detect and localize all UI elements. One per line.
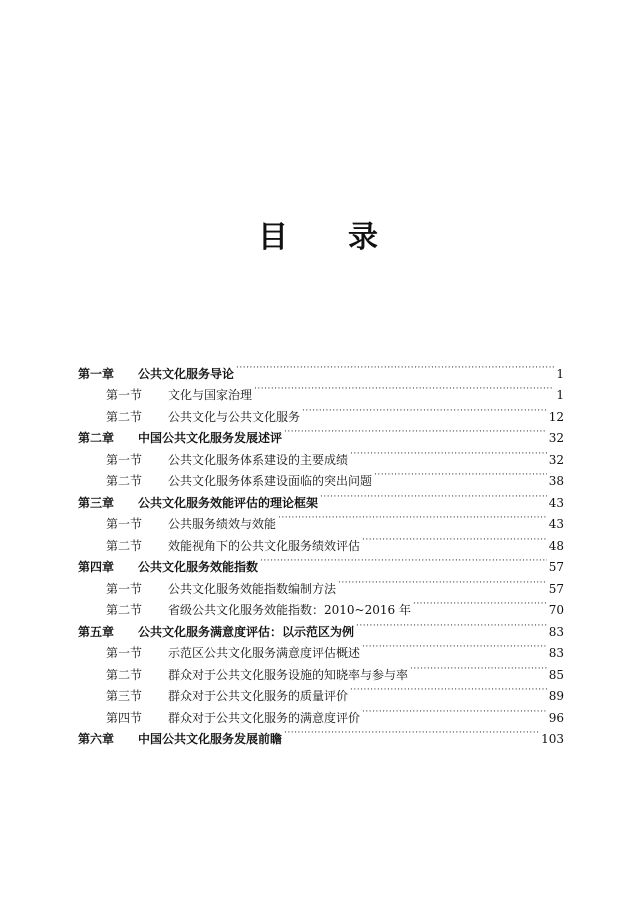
dot-leader (362, 636, 547, 658)
toc-page-number: 70 (548, 603, 564, 617)
toc-entry-title: 公共文化服务满意度评估：以示范区为例 (138, 624, 355, 639)
toc-page-number: 32 (548, 431, 564, 445)
toc-entry-number: 第一节 (106, 452, 143, 467)
toc-page-number: 57 (548, 560, 564, 574)
dot-leader (413, 593, 547, 615)
toc-entry-number: 第六章 (78, 732, 115, 746)
toc-page-number: 96 (548, 710, 564, 725)
toc-page-number: 12 (548, 409, 564, 424)
toc-entry-number: 第一节 (106, 517, 143, 531)
dot-leader (362, 528, 547, 550)
dot-leader (284, 722, 539, 744)
toc-entry-number: 第二节 (106, 474, 143, 488)
toc-entry-title: 公共文化服务体系建设的主要成绩 (168, 452, 349, 467)
toc-entry-number: 第四章 (78, 560, 115, 574)
toc-page-number: 103 (541, 732, 564, 746)
dot-leader (338, 571, 547, 593)
dot-leader (356, 614, 547, 636)
dot-leader (260, 550, 547, 572)
dot-leader (254, 378, 554, 400)
toc-page-number: 57 (548, 581, 564, 596)
dot-leader (284, 421, 547, 443)
page-title (0, 212, 638, 256)
dot-leader (302, 399, 547, 421)
toc-entry-title: 群众对于公共文化服务设施的知晓率与参与率 (168, 667, 409, 682)
toc-entry-title: 公共文化服务效能指数编制方法 (168, 581, 337, 596)
table-of-contents (78, 356, 564, 746)
toc-page-number: 83 (548, 624, 564, 639)
toc-page-number: 48 (548, 538, 564, 553)
toc-entry-number: 第二节 (106, 409, 143, 424)
toc-entry-title: 公共文化服务体系建设面临的突出问题 (168, 474, 373, 488)
toc-page-number: 38 (548, 474, 564, 488)
toc-entry-title: 效能视角下的公共文化服务绩效评估 (168, 538, 361, 553)
dot-leader (320, 485, 547, 507)
dot-leader (350, 679, 547, 701)
toc-entry-number: 第二节 (106, 667, 143, 682)
title-char-2: 录 (348, 220, 380, 255)
toc-entry-title: 省级公共文化服务效能指数：2010~2016 年 (168, 603, 411, 617)
toc-entry-number: 第二节 (106, 538, 143, 553)
toc-entry-title: 群众对于公共文化服务的满意度评价 (168, 710, 361, 725)
toc-page-number: 43 (548, 495, 564, 510)
toc-page-number: 83 (548, 646, 564, 660)
toc-entry-title: 公共服务绩效与效能 (168, 517, 277, 531)
toc-entry-title: 公共文化服务导论 (138, 366, 235, 381)
toc-entry-number: 第一节 (106, 646, 143, 660)
toc-entry-title: 公共文化服务效能评估的理论框架 (138, 495, 319, 510)
dot-leader (278, 507, 547, 529)
toc-entry-title: 群众对于公共文化服务的质量评价 (168, 689, 349, 703)
toc-entry-number: 第二章 (78, 431, 115, 445)
dot-leader (236, 356, 554, 378)
toc-entry-number: 第一节 (106, 388, 143, 402)
toc-page-number: 32 (548, 452, 564, 467)
toc-entry-title: 中国公共文化服务发展述评 (138, 431, 283, 445)
toc-entry-title: 公共文化与公共文化服务 (168, 409, 301, 424)
toc-entry-number: 第三章 (78, 495, 115, 510)
dot-leader (410, 657, 547, 679)
toc-page-number: 43 (548, 517, 564, 531)
toc-entry-number: 第一节 (106, 581, 143, 596)
toc-entry-title: 文化与国家治理 (168, 388, 253, 402)
toc-entry-title: 公共文化服务效能指数 (138, 560, 259, 574)
toc-entry-number: 第四节 (106, 710, 143, 725)
toc-entry-title: 中国公共文化服务发展前瞻 (138, 732, 283, 746)
toc-entry-number: 第一章 (78, 366, 115, 381)
dot-leader (374, 464, 547, 486)
toc-page-number: 1 (556, 366, 564, 381)
dot-leader (350, 442, 547, 464)
toc-page-number: 85 (548, 667, 564, 682)
toc-chapter-entry[interactable] (78, 356, 564, 381)
toc-page-number: 1 (556, 388, 564, 402)
title-char-1: 目 (258, 220, 290, 255)
toc-entry-number: 第三节 (106, 689, 143, 703)
toc-entry-title: 示范区公共文化服务满意度评估概述 (168, 646, 361, 660)
toc-entry-number: 第五章 (78, 624, 115, 639)
toc-entry-number: 第二节 (106, 603, 143, 617)
toc-page-number: 89 (548, 689, 564, 703)
dot-leader (362, 700, 547, 722)
